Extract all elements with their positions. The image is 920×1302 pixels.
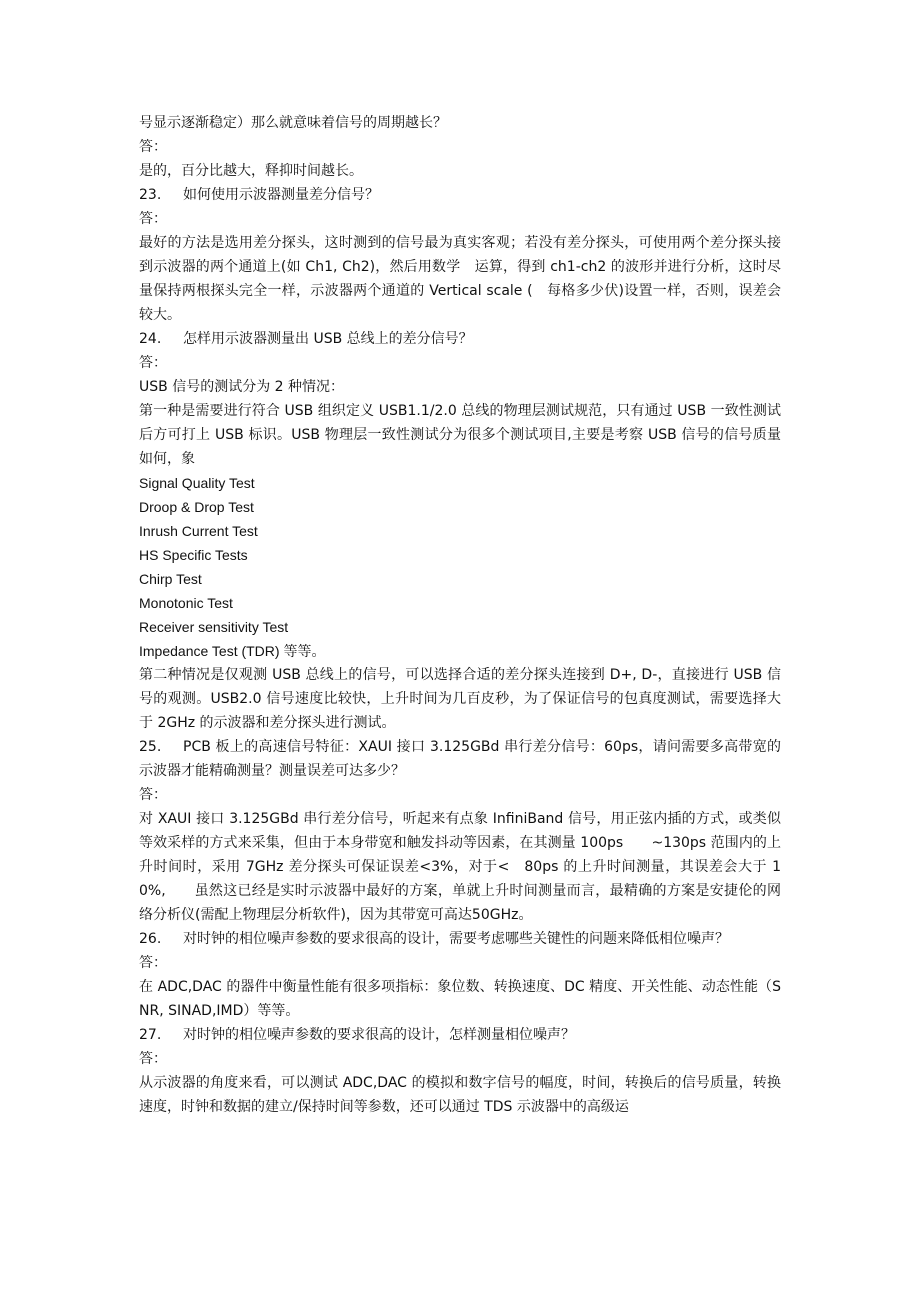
answer-label: 答： xyxy=(139,355,167,371)
paragraph: 是的，百分比越大，释抑时间越长。 xyxy=(139,163,363,179)
answer-label: 答： xyxy=(139,787,167,803)
test-item: Droop & Drop Test xyxy=(139,499,254,515)
question-text: 对时钟的相位噪声参数的要求很高的设计，怎样测量相位噪声？ xyxy=(183,1027,575,1043)
question-text: 如何使用示波器测量差分信号？ xyxy=(183,187,379,203)
question-text: PCB 板上的高速信号特征：XAUI 接口 3.125GBd 串行差分信号：60ps，请问需要多高带宽的示波器才能精确测量？测量误差可达多少？ xyxy=(139,739,781,779)
test-item: Chirp Test xyxy=(139,571,202,587)
question-25 xyxy=(139,735,781,783)
answer-label: 答： xyxy=(139,211,167,227)
paragraph: USB 信号的测试分为 2 种情况： xyxy=(139,379,344,395)
question-number: 25. xyxy=(139,739,162,755)
answer-label: 答： xyxy=(139,955,167,971)
question-24 xyxy=(139,327,781,351)
paragraph: 第二种情况是仅观测 USB 总线上的信号，可以选择合适的差分探头连接到 D+, D-，直接进行 USB 信号的观测。USB2.0 信号速度比较快，上升时间为几百皮秒，为了保证信号的包真度测试，需要选择大于 2GHz 的示波器和差分探头进行测试。 xyxy=(139,667,781,731)
question-number: 27. xyxy=(139,1027,162,1043)
question-23 xyxy=(139,183,781,207)
paragraph: 在 ADC,DAC 的器件中衡量性能有很多项指标：象位数、转换速度、DC 精度、开关性能、动态性能（SNR, SINAD,IMD）等等。 xyxy=(139,979,781,1019)
question-number: 26. xyxy=(139,931,162,947)
test-item: Inrush Current Test xyxy=(139,523,258,539)
question-text: 对时钟的相位噪声参数的要求很高的设计，需要考虑哪些关键性的问题来降低相位噪声？ xyxy=(183,931,729,947)
test-item: Signal Quality Test xyxy=(139,475,255,491)
test-item: HS Specific Tests xyxy=(139,547,248,563)
question-text: 怎样用示波器测量出 USB 总线上的差分信号？ xyxy=(183,331,473,347)
paragraph: 最好的方法是选用差分探头，这时测到的信号最为真实客观；若没有差分探头，可使用两个差分探头接到示波器的两个通道上(如 Ch1, Ch2)，然后用数学 运算，得到 ch1-ch2 的波形并进行分析，这时尽量保持两根探头完全一样，示波器两个通道的 Vertical scale ( 每格多少伏)设置一样，否则，误差会较大。 xyxy=(139,235,781,323)
paragraph: 第一种是需要进行符合 USB 组织定义 USB1.1/2.0 总线的物理层测试规范，只有通过 USB 一致性测试后方可打上 USB 标识。USB 物理层一致性测试分为很多个测试项目,主要是考察 USB 信号的信号质量如何，象 xyxy=(139,403,781,467)
paragraph: 从示波器的角度来看，可以测试 ADC,DAC 的模拟和数字信号的幅度，时间，转换后的信号质量，转换速度，时钟和数据的建立/保持时间等参数，还可以通过 TDS 示波器中的高级运 xyxy=(139,1075,781,1115)
paragraph: 对 XAUI 接口 3.125GBd 串行差分信号，听起来有点象 InfiniBand 信号，用正弦内插的方式，或类似等效采样的方式来采集，但由于本身带宽和触发抖动等因素，在其测量 100ps ~130ps 范围内的上升时间时，采用 7GHz 差分探头可保证误差<3%，对于< 80ps 的上升时间测量，其误差会大于 10%, 虽然这已经是实时示波器中最好的方案，单就上升时间测量而言，最精确的方案是安捷伦的网络分析仪(需配上物理层分析软件)，因为其带宽可高达50GHz。 xyxy=(139,811,781,923)
question-26 xyxy=(139,927,781,951)
question-number: 24. xyxy=(139,331,162,347)
test-item: Receiver sensitivity Test xyxy=(139,619,289,635)
test-item: Monotonic Test xyxy=(139,595,233,611)
document-page xyxy=(139,111,781,1119)
paragraph: 号显示逐渐稳定）那么就意味着信号的周期越长？ xyxy=(139,115,447,131)
test-item: Impedance Test (TDR) 等等。 xyxy=(139,643,326,659)
question-27 xyxy=(139,1023,781,1047)
question-number: 23. xyxy=(139,187,162,203)
answer-label: 答： xyxy=(139,1051,167,1067)
answer-label: 答： xyxy=(139,139,167,155)
